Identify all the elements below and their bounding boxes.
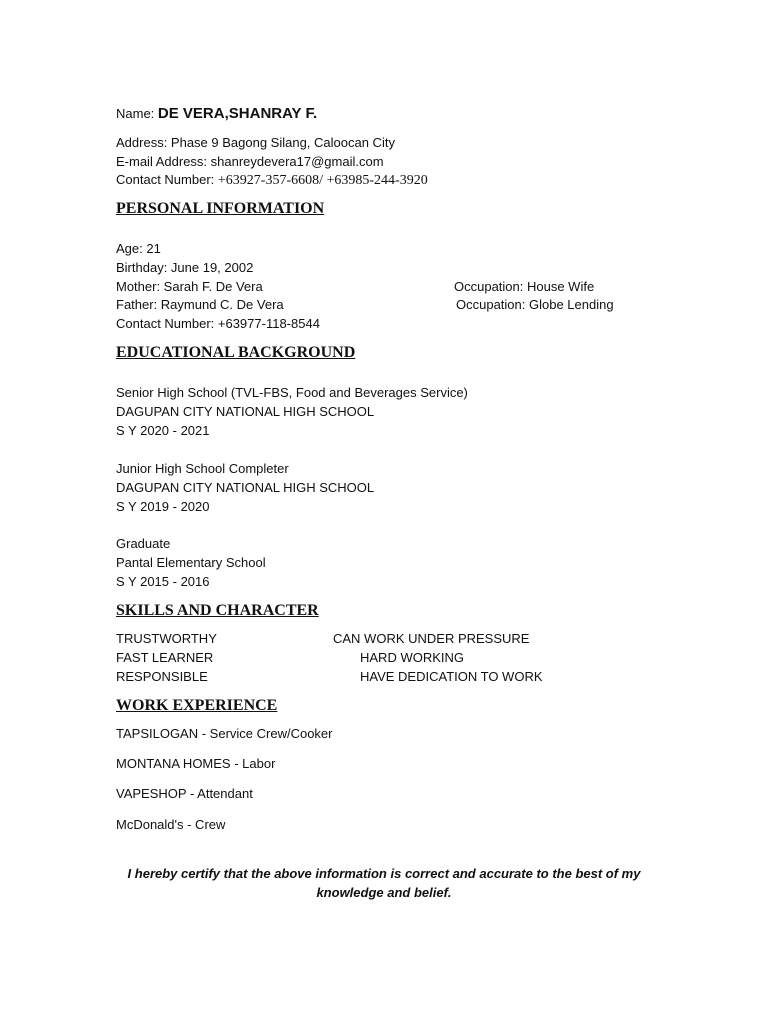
education-school: Pantal Elementary School [116,555,266,570]
education-year: S Y 2019 - 2020 [116,499,210,514]
parent-contact-line: Contact Number: +63977-118-8544 [116,316,320,331]
work-experience-heading: WORK EXPERIENCE [116,697,278,714]
education-school: DAGUPAN CITY NATIONAL HIGH SCHOOL [116,404,375,419]
work-item: McDonald's - Crew [116,817,226,832]
personal-information-heading: PERSONAL INFORMATION [116,200,325,217]
birthday-line: Birthday: June 19, 2002 [116,260,254,275]
education-year: S Y 2015 - 2016 [116,574,210,589]
education-year: S Y 2020 - 2021 [116,423,210,438]
skills-heading: SKILLS AND CHARACTER [116,602,319,619]
skill-item: CAN WORK UNDER PRESSURE [333,631,530,646]
father-occupation: Occupation: Globe Lending [456,297,614,312]
work-item: MONTANA HOMES - Labor [116,756,276,771]
skill-item: HAVE DEDICATION TO WORK [360,669,543,684]
education-level: Graduate [116,536,171,551]
education-level: Junior High School Completer [116,461,289,476]
applicant-name: DE VERA,SHANRAY F. [157,105,318,122]
contact-label: Contact Number: [116,172,215,187]
education-school: DAGUPAN CITY NATIONAL HIGH SCHOOL [116,480,375,495]
work-item: VAPESHOP - Attendant [116,786,253,801]
education-level: Senior High School (TVL-FBS, Food and Beverages Service) [116,385,468,400]
mother-line: Mother: Sarah F. De Vera [116,279,263,294]
name-line [116,106,317,122]
age-line: Age: 21 [116,241,161,256]
certification-statement: I hereby certify that the above information is correct and accurate to the best of my knowledge and belief. [127,866,641,900]
skill-item: FAST LEARNER [116,650,214,665]
educational-background-heading: EDUCATIONAL BACKGROUND [116,344,356,361]
mother-occupation: Occupation: House Wife [454,279,595,294]
contact-line [116,172,428,189]
address-line: Address: Phase 9 Bagong Silang, Caloocan City [116,135,395,150]
contact-number: +63927-357-6608/ +63985-244-3920 [217,173,428,188]
name-label: Name: [116,106,155,121]
skill-item: HARD WORKING [360,650,464,665]
work-item: TAPSILOGAN - Service Crew/Cooker [116,726,333,741]
skill-item: RESPONSIBLE [116,669,208,684]
email-line: E-mail Address: shanreydevera17@gmail.com [116,154,384,169]
skill-item: TRUSTWORTHY [116,631,217,646]
father-line: Father: Raymund C. De Vera [116,297,284,312]
